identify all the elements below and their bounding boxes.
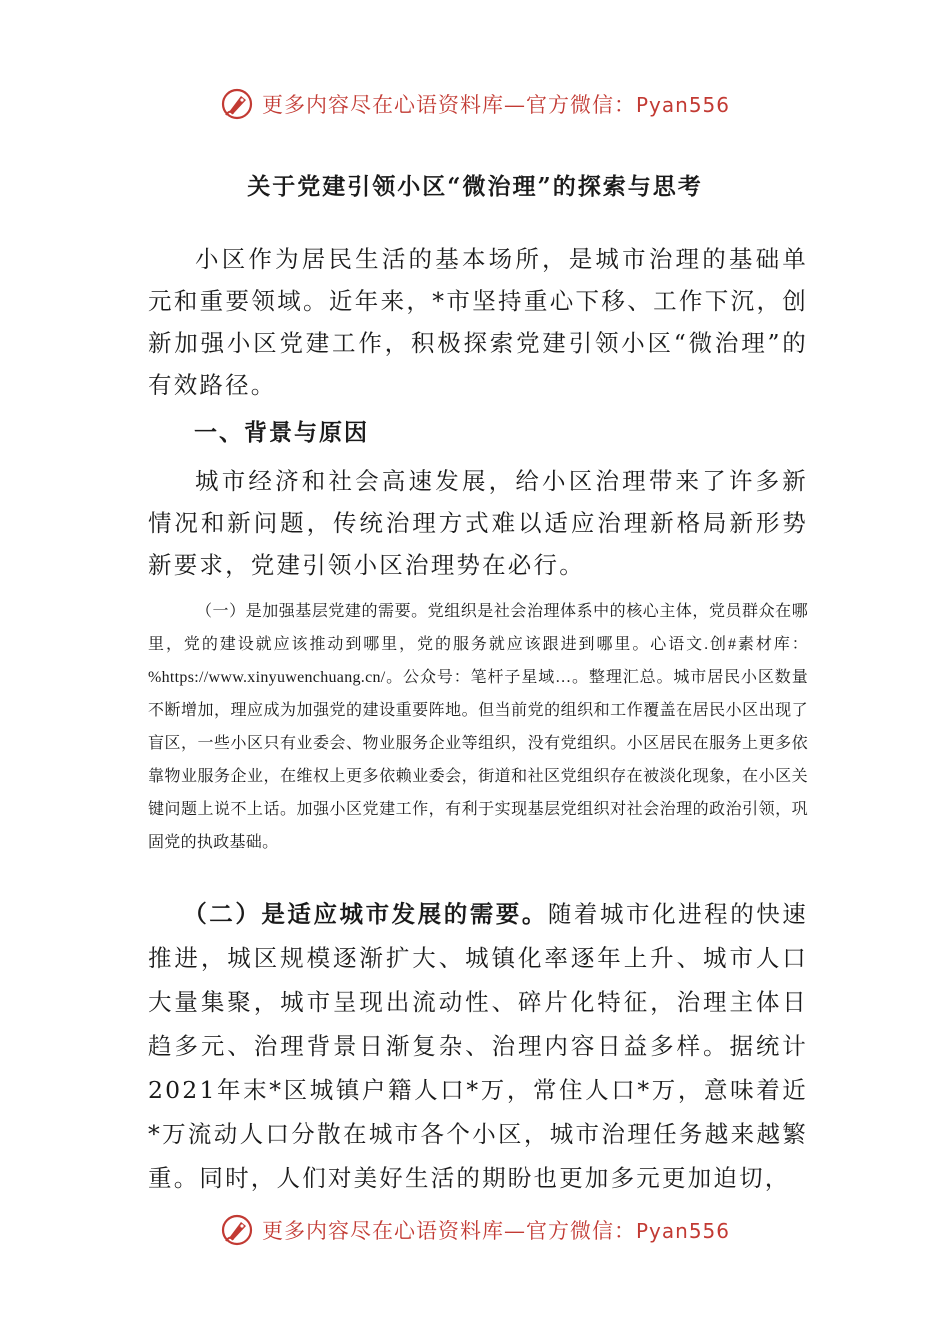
point-two-body: 随着城市化进程的快速推进，城区规模逐渐扩大、城镇化率逐年上升、城市人口大量集聚，城市呈现出流动性、碎片化特征，治理主体日趋多元、治理背景日渐复杂、治理内容日益多样。据统计2021年末*区城镇户籍人口*万，常住人口*万，意味着近*万流动人口分散在城市各个小区，城市治理任务越来越繁重。同时，人们对美好生活的期盼也更加多元更加迫切， xyxy=(148,900,808,1192)
pen-nib-logo-icon xyxy=(220,1213,254,1247)
section-intro-paragraph: 城市经济和社会高速发展，给小区治理带来了许多新情况和新问题，传统治理方式难以适应治理新格局新形势新要求，党建引领小区治理势在必行。 xyxy=(148,467,808,579)
watermark-text: 更多内容尽在心语资料库—官方微信：Pyan556 xyxy=(261,93,730,117)
section-heading: 一、背景与原因 xyxy=(194,419,369,446)
point-two-paragraph xyxy=(148,892,808,1200)
wechat-id: Pyan556 xyxy=(635,93,730,117)
point-one-paragraph: （一）是加强基层党建的需要。党组织是社会治理体系中的核心主体，党员群众在哪里，党的建设就应该推动到哪里，党的服务就应该跟进到哪里。心语文.创#素材库：%https://www.xinyuwenchuang.cn/。公众号：笔杆子星域…。整理汇总。城市居民小区数量不断增加，理应成为加强党的建设重要阵地。但当前党的组织和工作覆盖在居民小区出现了盲区，一些小区只有业委会、物业服务企业等组织，没有党组织。小区居民在服务上更多依靠物业服务企业，在维权上更多依赖业委会，街道和社区党组织存在被淡化现象，在小区关键问题上说不上话。加强小区党建工作，有利于实现基层党组织对社会治理的政治引领，巩固党的执政基础。 xyxy=(148,603,808,851)
wechat-id: Pyan556 xyxy=(635,1219,730,1243)
watermark-banner-bottom xyxy=(0,1210,950,1250)
point-two-lead: （二）是适应城市发展的需要。 xyxy=(183,900,548,928)
document-title: 关于党建引领小区“微治理”的探索与思考 xyxy=(247,173,703,200)
watermark-banner-top xyxy=(0,84,950,124)
pen-nib-logo-icon xyxy=(220,87,254,121)
intro-paragraph: 小区作为居民生活的基本场所，是城市治理的基础单元和重要领域。近年来，*市坚持重心下移、工作下沉，创新加强小区党建工作，积极探索党建引领小区“微治理”的有效路径。 xyxy=(148,245,808,399)
watermark-text: 更多内容尽在心语资料库—官方微信：Pyan556 xyxy=(261,1219,730,1243)
